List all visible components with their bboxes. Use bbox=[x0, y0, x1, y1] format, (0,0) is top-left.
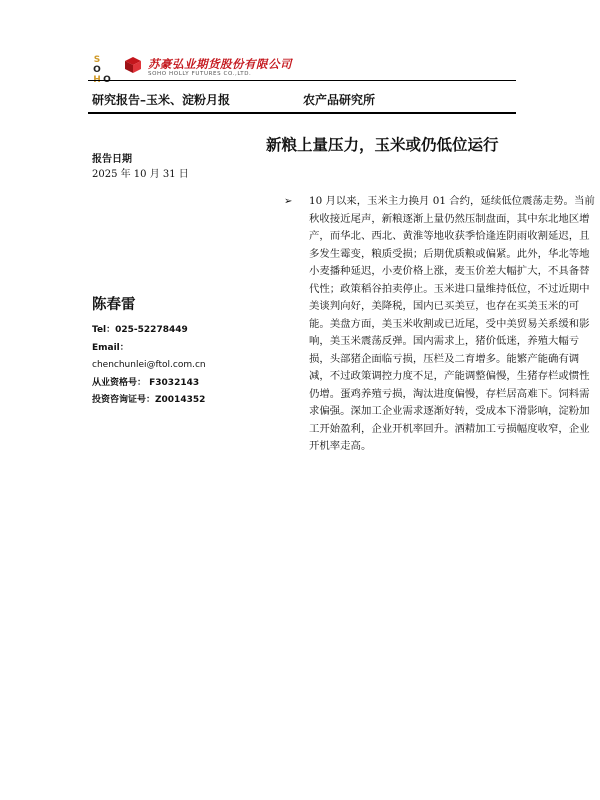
analyst-practice-license: 从业资格号： F3032143 bbox=[92, 377, 200, 388]
logo-letter-o: O bbox=[93, 65, 101, 75]
department-label: 农产品研究所 bbox=[303, 93, 376, 107]
bullet-arrow-icon: ➢ bbox=[284, 196, 293, 207]
header-bottom-rule bbox=[88, 112, 516, 114]
report-date-label: 报告日期 bbox=[92, 154, 132, 165]
analyst-contact bbox=[92, 322, 206, 410]
report-date-value: 2025 年 10 月 31 日 bbox=[92, 169, 189, 180]
cube-logo-icon bbox=[124, 56, 142, 74]
analyst-name: 陈春雷 bbox=[92, 296, 136, 313]
logo-letter-s: S bbox=[93, 55, 101, 65]
summary-paragraph: 10 月以来，玉米主力换月 01 合约，延续低位震荡走势。当前秋收接近尾声，新粮逐渐上量仍然压制盘面，其中东北地区增产，而华北、西北、黄淮等地收获季恰逢连阴雨收割延迟，且多发生霉变，粮质受损；后期优质粮或偏紧。此外，华北等地小麦播种延迟，小麦价格上涨，麦玉价差大幅扩大，不具备替代性；政策稻谷拍卖停止。玉米进口量维持低位，不过近期中美谈判向好，美降税，国内已买美豆，也存在买美玉米的可能。美盘方面，美玉米收割或已近尾，受中美贸易关系缓和影响，美玉米震荡反弹。国内需求上，猪价低迷，养殖大幅亏损，头部猪企面临亏损，压栏及二育增多。能繁产能确有调减，不过政策调控力度不足，产能调整偏慢，生猪存栏或惯性仍增。蛋鸡养殖亏损，淘汰进度偏慢，存栏居高难下。饲料需求偏强。深加工企业需求逐渐好转，受成本下滑影响，淀粉加工开始盈利，企业开机率回升。酒精加工亏损幅度收窄，企业开机率走高。 bbox=[309, 195, 595, 452]
company-name-en: SOHO HOLLY FUTURES CO.,LTD. bbox=[148, 71, 252, 77]
analyst-email: chenchunlei@ftol.com.cn bbox=[92, 360, 206, 370]
analyst-advisory-license: 投资咨询证号：Z0014352 bbox=[92, 395, 206, 405]
analyst-tel: Tel：025-52278449 bbox=[92, 325, 188, 335]
header-top-rule bbox=[88, 80, 516, 81]
report-title: 新粮上量压力，玉米或仍低位运行 bbox=[266, 135, 499, 154]
company-name-cn: 苏豪弘业期货股份有限公司 bbox=[148, 57, 292, 71]
analyst-email-label: Email： bbox=[92, 342, 129, 353]
report-series-label: 研究报告–玉米、淀粉月报 bbox=[92, 93, 231, 107]
